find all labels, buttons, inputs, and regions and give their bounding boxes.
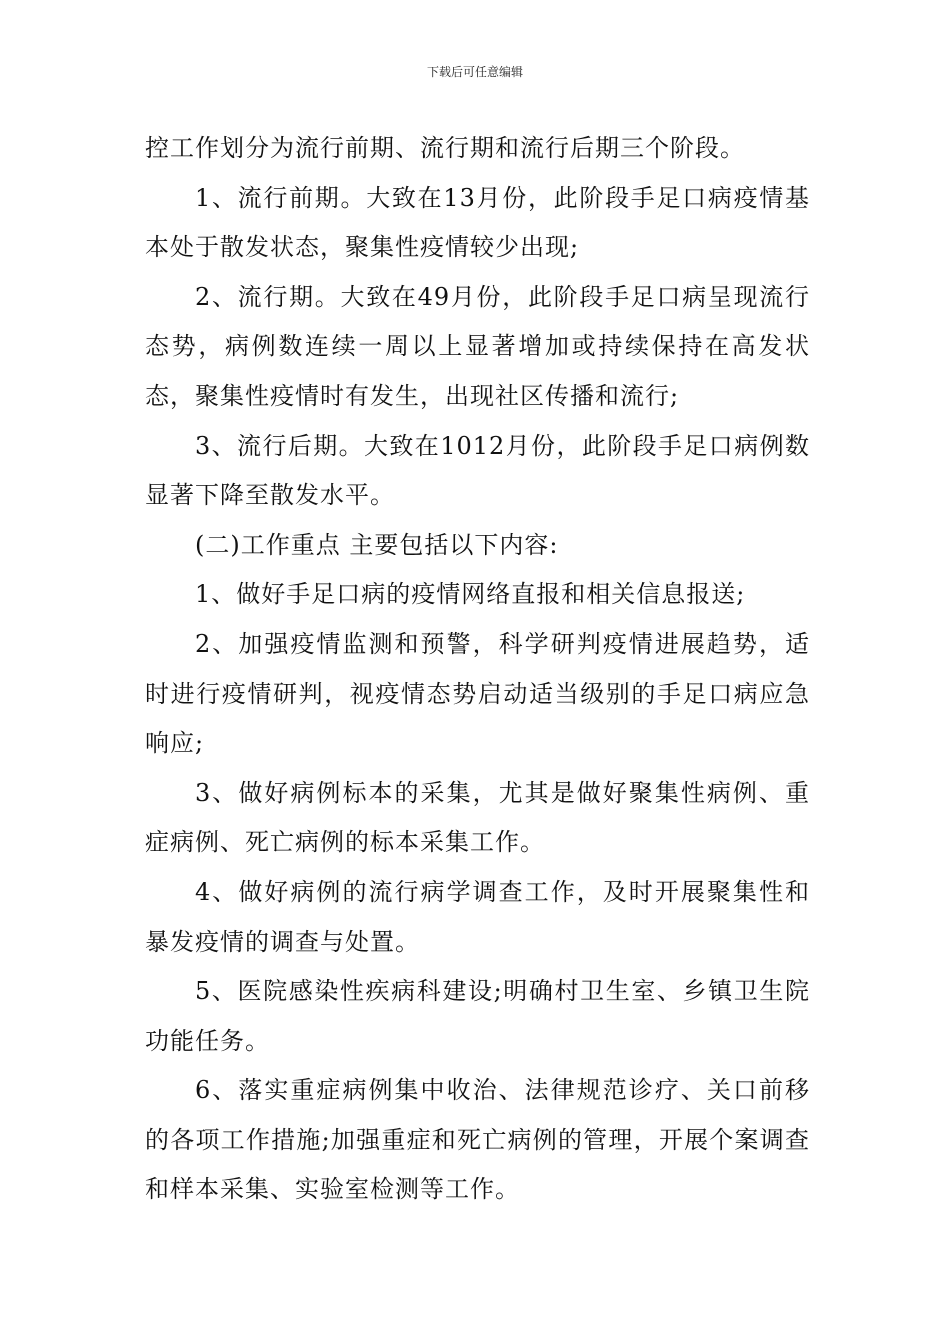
paragraph-8: 3、做好病例标本的采集，尤其是做好聚集性病例、重症病例、死亡病例的标本采集工作。 <box>145 778 810 857</box>
paragraph-7: 2、加强疫情监测和预警，科学研判疫情进展趋势，适时进行疫情研判，视疫情态势启动适当级别的手足口病应急响应; <box>145 629 810 758</box>
paragraph-11: 6、落实重症病例集中收治、法律规范诊疗、关口前移的各项工作措施;加强重症和死亡病例的管理，开展个案调查和样本采集、实验室检测等工作。 <box>145 1076 810 1204</box>
paragraph-1: 控工作划分为流行前期、流行期和流行后期三个阶段。 <box>145 134 745 162</box>
section-heading: (二)工作重点 主要包括以下内容: <box>195 530 559 559</box>
paragraph-9: 4、做好病例的流行病学调查工作，及时开展聚集性和暴发疫情的调查与处置。 <box>145 877 810 956</box>
paragraph-10: 5、医院感染性疾病科建设;明确村卫生室、乡镇卫生院功能任务。 <box>145 977 810 1055</box>
paragraph-4: 3、流行后期。大致在1012月份，此阶段手足口病例数显著下降至散发水平。 <box>145 431 810 510</box>
paragraph-6: 1、做好手足口病的疫情网络直报和相关信息报送; <box>195 580 746 609</box>
paragraph-2: 1、流行前期。大致在13月份，此阶段手足口病疫情基本处于散发状态，聚集性疫情较少出现; <box>145 183 810 262</box>
page-header: 下载后可任意编辑 <box>426 65 523 79</box>
document-body <box>145 124 810 1215</box>
paragraph-3: 2、流行期。大致在49月份，此阶段手足口病呈现流行态势，病例数连续一周以上显著增加或持续保持在高发状态，聚集性疫情时有发生，出现社区传播和流行; <box>145 282 810 410</box>
